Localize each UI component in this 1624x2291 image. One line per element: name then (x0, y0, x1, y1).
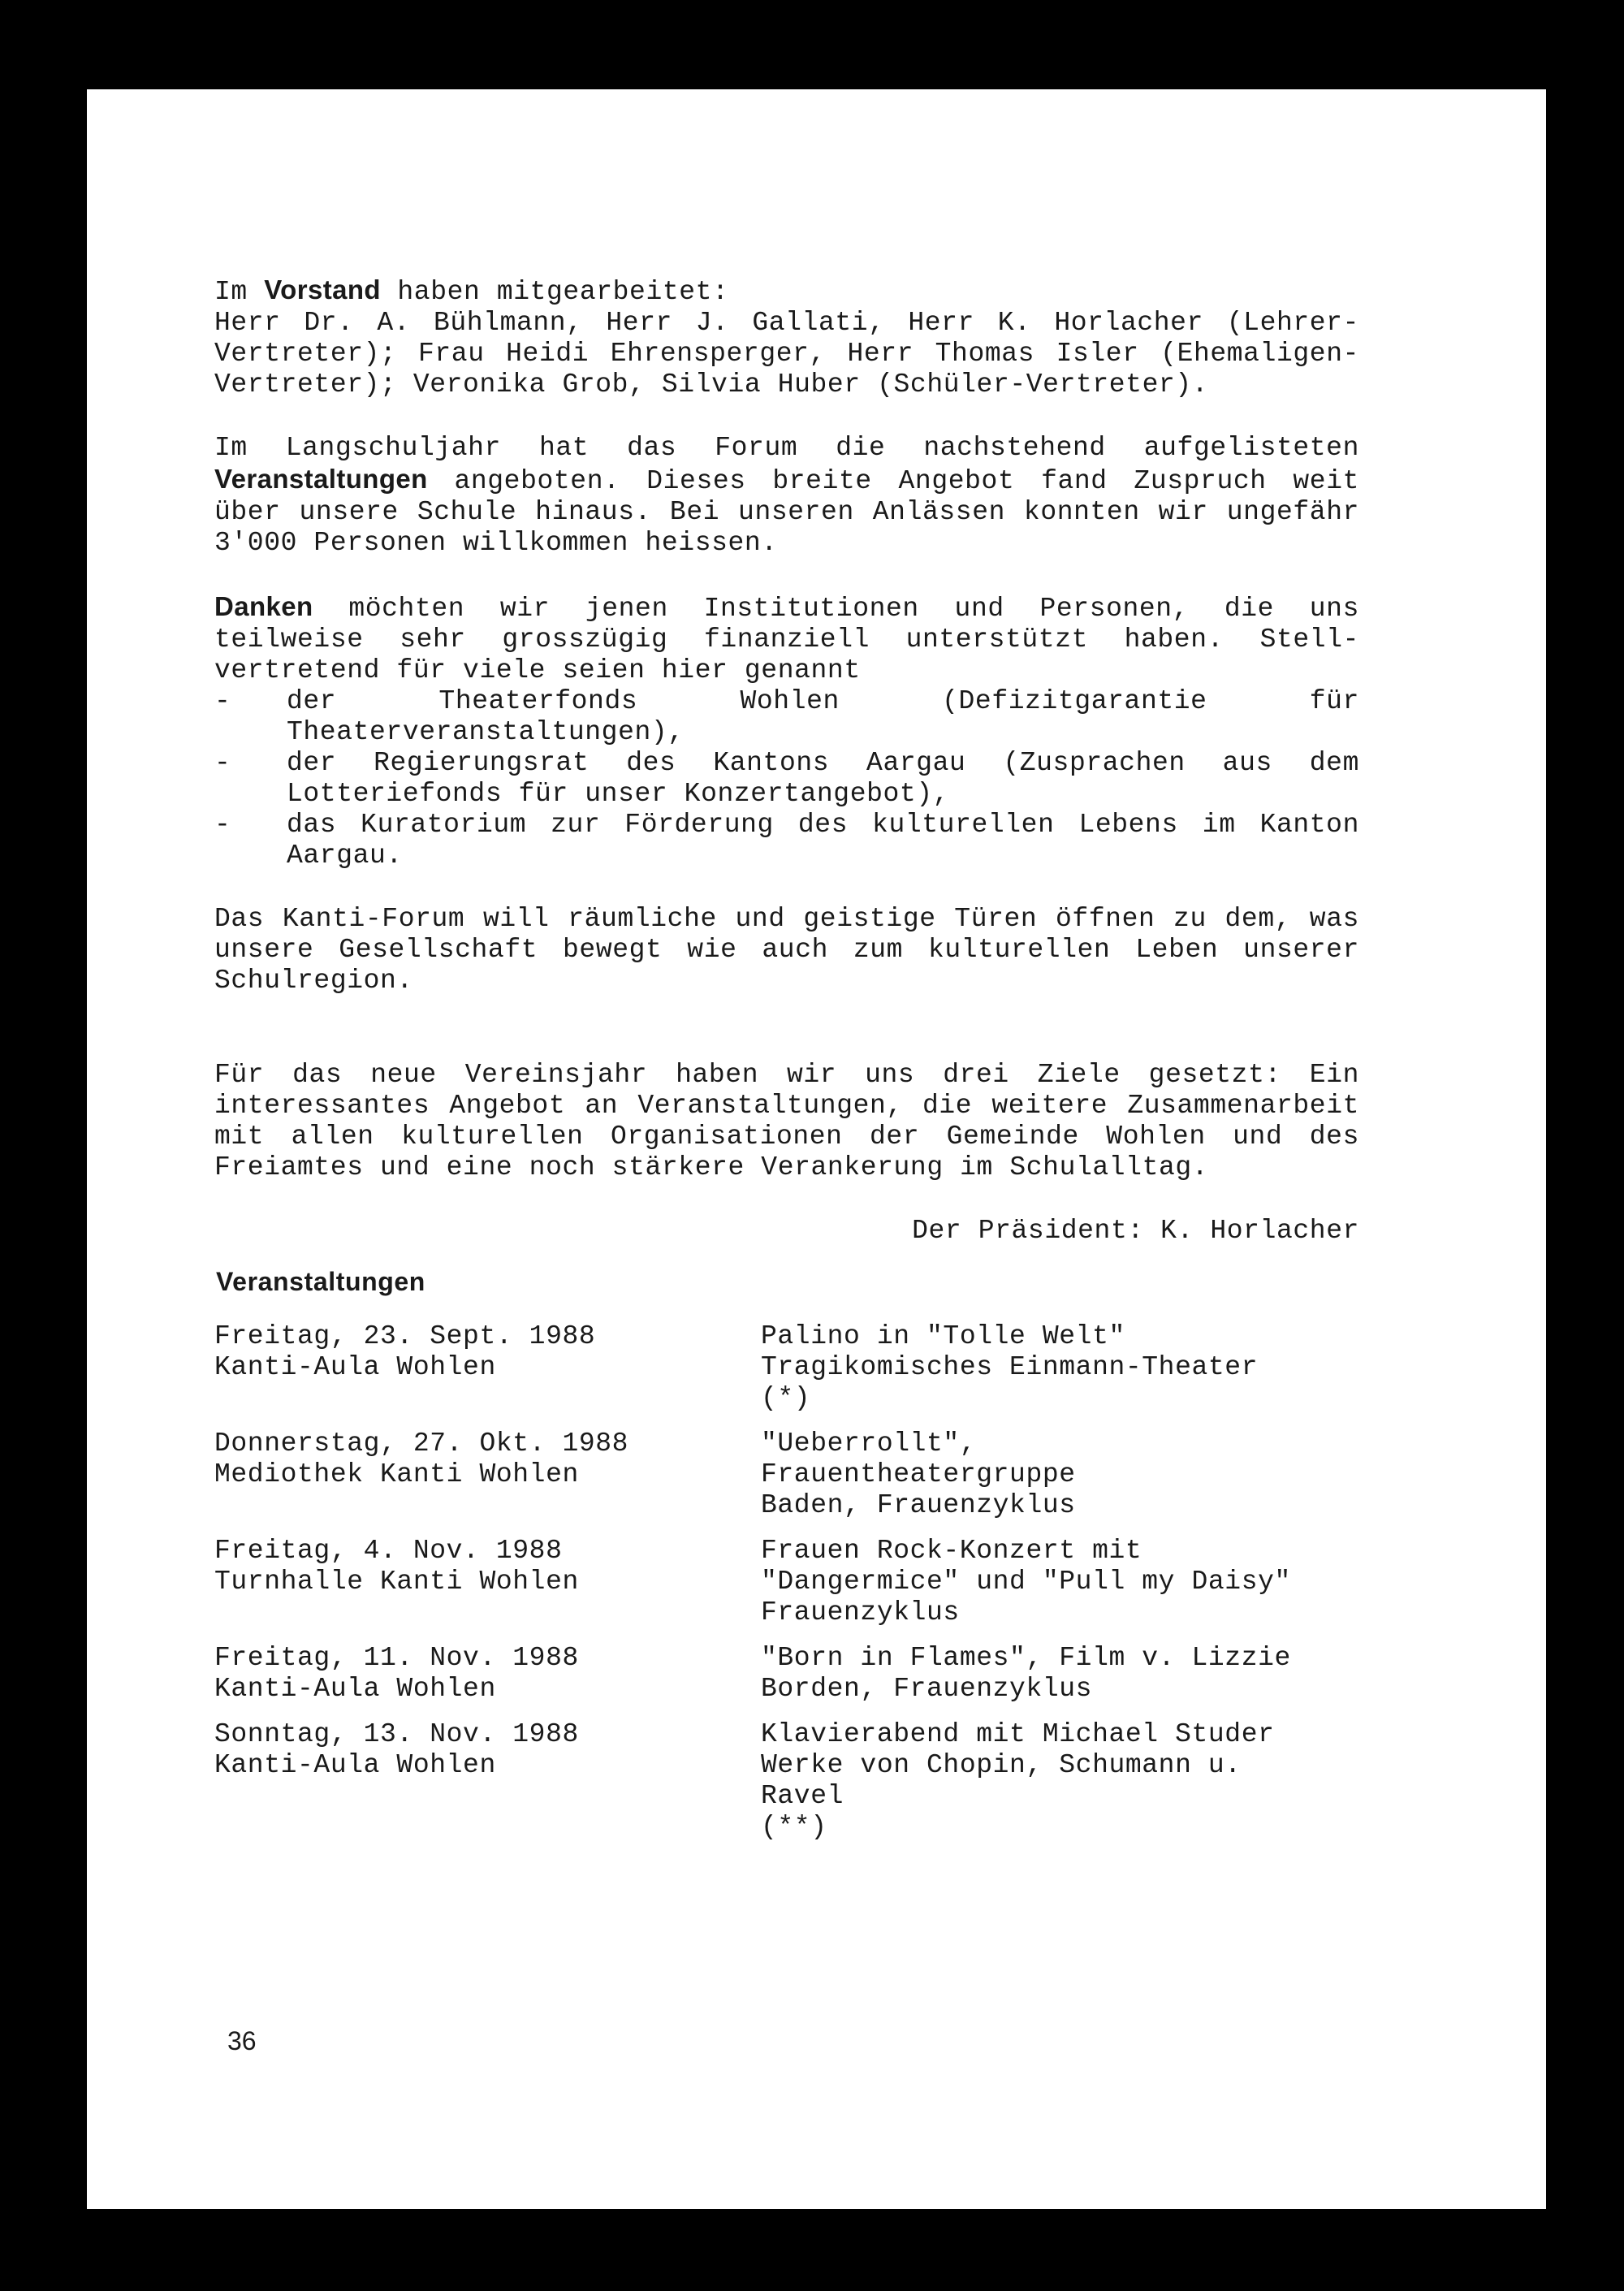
event-date-place (214, 1719, 761, 1843)
text-rest: möchten wir jenen Institutionen und Personen, die uns teilweise sehr grosszügig finanziell unterstützt haben. Stell-vertretend für viele seien hier genannt (214, 594, 1359, 685)
event-description (761, 1643, 1359, 1705)
event-description-line: Ravel (761, 1781, 844, 1811)
event-description-line: Frauentheatergruppe (761, 1459, 1076, 1489)
ziele-text: Für das neue Vereinsjahr haben wir uns drei Ziele gesetzt: Ein interessantes Angebot an Veranstaltungen, die weitere Zusammenarbeit mit allen kulturellen Organisationen der Gemeinde Wohlen und des Freiamtes und eine noch stärkere Verankerung im Schulalltag. (214, 1060, 1359, 1182)
paragraph-danken (214, 591, 1359, 871)
list-item-text: der Regierungsrat des Kantons Aargau (Zusprachen aus dem Lotteriefonds für unser Konzertangebot), (287, 748, 1359, 809)
dash-bullet: - (214, 748, 231, 778)
list-item-text: der Theaterfonds Wohlen (Defizitgarantie für Theaterveranstaltungen), (287, 686, 1359, 747)
event-date: Freitag, 11. Nov. 1988 (214, 1643, 579, 1673)
vorstand-members-text: Herr Dr. A. Bühlmann, Herr J. Gallati, Herr K. Horlacher (Lehrer-Vertreter); Frau Heidi Ehrensperger, Herr Thomas Isler (Ehemaligen-Vertreter); Veronika Grob, Silvia Huber (Schüler-Vertreter). (214, 308, 1359, 400)
event-date: Freitag, 4. Nov. 1988 (214, 1536, 563, 1566)
text-prefix: Im (214, 277, 265, 307)
signature: Der Präsident: K. Horlacher (912, 1216, 1359, 1246)
paragraph-forum (214, 904, 1359, 996)
event-description-line: Palino in "Tolle Welt" (761, 1321, 1125, 1351)
page-number: 36 (227, 2026, 257, 2055)
list-item (214, 748, 1359, 810)
event-description (761, 1536, 1359, 1628)
event-description-line: Frauenzyklus (761, 1597, 960, 1627)
event-place: Kanti-Aula Wohlen (214, 1674, 496, 1704)
paragraph-ziele (214, 1060, 1359, 1183)
event-description-line: (*) (761, 1383, 811, 1413)
paragraph-langschuljahr (214, 433, 1359, 559)
event-description-line: Baden, Frauenzyklus (761, 1490, 1076, 1520)
event-date: Freitag, 23. Sept. 1988 (214, 1321, 596, 1351)
dash-bullet: - (214, 810, 231, 840)
event-description (761, 1719, 1359, 1843)
event-row (214, 1719, 1359, 1843)
event-description-line: "Born in Flames", Film v. Lizzie (761, 1643, 1291, 1673)
event-date: Donnerstag, 27. Okt. 1988 (214, 1429, 629, 1459)
text-rest: haben mitgearbeitet: (381, 277, 729, 307)
vorstand-heading-line (214, 274, 1359, 308)
event-date: Sonntag, 13. Nov. 1988 (214, 1719, 579, 1749)
forum-text: Das Kanti-Forum will räumliche und geistige Türen öffnen zu dem, was unsere Gesellschaft bewegt wie auch zum kulturellen Leben unserer Schulregion. (214, 904, 1359, 996)
event-row (214, 1321, 1359, 1414)
event-row (214, 1536, 1359, 1628)
event-date-place (214, 1643, 761, 1705)
bold-term-danken: Danken (214, 591, 313, 621)
supporters-list (214, 686, 1359, 871)
event-description-line: (**) (761, 1812, 827, 1842)
event-date-place (214, 1321, 761, 1414)
event-description-line: Tragikomisches Einmann-Theater (761, 1352, 1259, 1382)
event-description-line: "Dangermice" und "Pull my Daisy" (761, 1567, 1291, 1597)
event-description-line: Werke von Chopin, Schumann u. (761, 1750, 1242, 1780)
event-date-place (214, 1536, 761, 1628)
event-description (761, 1429, 1359, 1521)
bold-term-vorstand: Vorstand (264, 274, 381, 305)
event-place: Mediothek Kanti Wohlen (214, 1459, 579, 1489)
event-place: Kanti-Aula Wohlen (214, 1352, 496, 1382)
langschuljahr-text (214, 433, 1359, 559)
event-description-line: Borden, Frauenzyklus (761, 1674, 1093, 1704)
document-page (87, 89, 1546, 2209)
event-description-line: "Ueberrollt", (761, 1429, 977, 1459)
event-description-line: Klavierabend mit Michael Studer (761, 1719, 1275, 1749)
event-description (761, 1321, 1359, 1414)
event-place: Turnhalle Kanti Wohlen (214, 1567, 579, 1597)
events-list (214, 1321, 1359, 1843)
danken-text (214, 591, 1359, 686)
event-row (214, 1643, 1359, 1705)
paragraph-vorstand (214, 274, 1359, 400)
events-section-title: Veranstaltungen (216, 1267, 425, 1296)
list-item-text: das Kuratorium zur Förderung des kulturellen Lebens im Kanton Aargau. (287, 810, 1359, 871)
event-date-place (214, 1429, 761, 1521)
list-item (214, 810, 1359, 871)
event-place: Kanti-Aula Wohlen (214, 1750, 496, 1780)
event-row (214, 1429, 1359, 1521)
text-prefix: Im Langschuljahr hat das Forum die nachstehend aufgelisteten (214, 433, 1359, 463)
event-description-line: Frauen Rock-Konzert mit (761, 1536, 1142, 1566)
page-content (214, 274, 1359, 1857)
bold-term-veranstaltungen: Veranstaltungen (214, 464, 428, 494)
dash-bullet: - (214, 686, 231, 716)
list-item (214, 686, 1359, 748)
text-rest: angeboten. Dieses breite Angebot fand Zuspruch weit über unsere Schule hinaus. Bei unseren Anlässen konnten wir ungefähr 3'000 Personen willkommen heissen. (214, 466, 1359, 558)
